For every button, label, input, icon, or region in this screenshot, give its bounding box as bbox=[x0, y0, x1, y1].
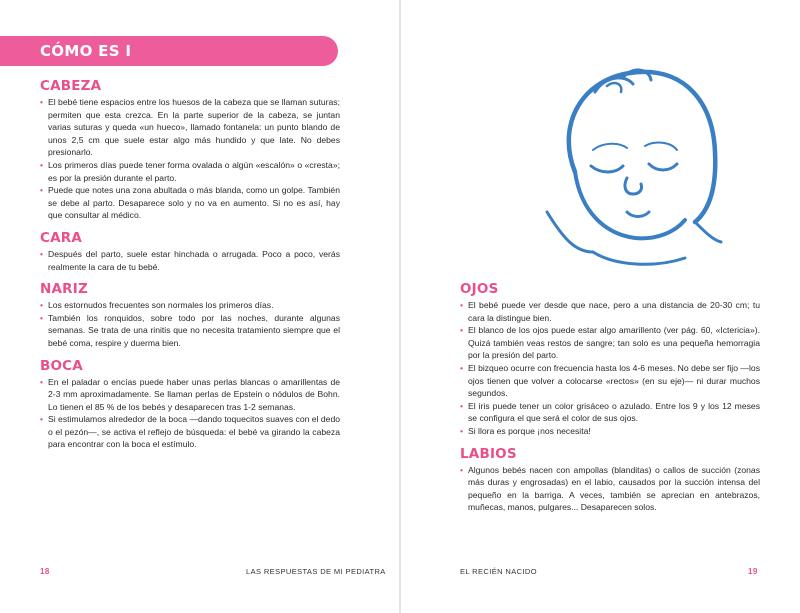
list-item-text: El bebé tiene espacios entre los huesos de la cabeza que se llaman suturas; permiten que esta crezca. En la parte superior de la cabeza, se juntan varias suturas y queda «un hueco», llamado fontanela: un punto blando de unos 2,5 cm que suele estar algo más hundido y que late. No debes presionarlo. bbox=[48, 97, 340, 158]
bullet-icon: • bbox=[460, 300, 464, 310]
list-item-text: Puede que notes una zona abultada o más blanda, como un golpe. También se debe al parto. Desaparece solo y no va en aumento. Si no es así, hay que consultar al médico. bbox=[48, 185, 340, 221]
section-list-labios bbox=[460, 464, 760, 514]
list-item bbox=[460, 299, 760, 324]
list-item bbox=[460, 464, 760, 514]
list-item bbox=[40, 312, 340, 350]
section-heading-labios: LABIOS bbox=[460, 445, 517, 462]
list-item bbox=[40, 248, 340, 273]
left-page-number: 18 bbox=[40, 567, 50, 576]
section-heading-boca: BOCA bbox=[40, 357, 83, 374]
left-page-content bbox=[40, 78, 340, 459]
bullet-icon: • bbox=[460, 464, 464, 475]
section-heading-ojos: OJOS bbox=[460, 281, 499, 297]
section-heading-cabeza: CABEZA bbox=[40, 78, 102, 94]
bullet-icon: • bbox=[40, 97, 44, 107]
chapter-title: CÓMO ES I bbox=[40, 42, 132, 60]
bullet-icon: • bbox=[460, 362, 464, 373]
list-item bbox=[460, 324, 760, 362]
section-list-cabeza bbox=[40, 96, 340, 222]
right-page-number: 19 bbox=[748, 567, 758, 576]
list-item bbox=[460, 400, 760, 425]
bullet-icon: • bbox=[40, 185, 44, 196]
right-running-title: EL RECIÉN NACIDO bbox=[460, 567, 537, 576]
list-item-text: Los primeros días puede tener forma ovalada o algún «escalón» o «cresta»; es por la presión durante el parto. bbox=[48, 159, 340, 183]
bullet-icon: • bbox=[460, 400, 464, 411]
list-item-text: El blanco de los ojos puede estar algo amarillento (ver pág. 60, «Ictericia»). Quizá también veas restos de sangre; tan solo es una pequeña hemorragia por la presión del parto. bbox=[468, 325, 760, 361]
bullet-icon: • bbox=[40, 248, 44, 259]
right-page-content bbox=[460, 281, 760, 522]
list-item bbox=[40, 96, 340, 159]
bullet-icon: • bbox=[40, 414, 44, 425]
list-item bbox=[40, 413, 340, 451]
list-item-text: Si estimulamos alrededor de la boca —dando toquecitos suaves con el dedo o el pezón—, se activa el reflejo de búsqueda: el bebé va girando la cabeza para encontrar con la boca el estímulo. bbox=[48, 414, 340, 450]
bullet-icon: • bbox=[40, 300, 44, 311]
left-running-title: LAS RESPUESTAS DE MI PEDIATRA bbox=[246, 567, 386, 576]
bullet-icon: • bbox=[40, 312, 44, 323]
list-item-text: En el paladar o encías puede haber unas perlas blancas o amarillentas de 2-3 mm aproximadamente. Se llaman perlas de Epstein o nódulos de Bohn. Lo tienen el 85 % de los bebés y desaparecen tras 1-2 semanas. bbox=[48, 376, 340, 412]
list-item-text: Después del parto, suele estar hinchada o arrugada. Poco a poco, verás realmente la cara de tu bebé. bbox=[48, 248, 340, 272]
bullet-icon: • bbox=[460, 325, 464, 336]
list-item bbox=[460, 362, 760, 400]
section-list-ojos bbox=[460, 299, 760, 438]
list-item bbox=[460, 425, 760, 438]
section-heading-cara: CARA bbox=[40, 229, 82, 246]
list-item-text: El bebé puede ver desde que nace, pero a una distancia de 20-30 cm; tu cara la distingue bien. bbox=[468, 300, 760, 323]
sleeping-baby-face-icon bbox=[535, 62, 725, 272]
section-list-boca bbox=[40, 376, 340, 452]
list-item-text: Si llora es porque ¡nos necesita! bbox=[468, 425, 591, 436]
section-list-cara bbox=[40, 248, 340, 273]
list-item-text: Algunos bebés nacen con ampollas (blanditas) o callos de succión (zonas más duras y engrosadas) en el labio, causados por la succión intensa del pequeño en la barriga. A veces, también se aprecian en antebrazos, muñecas, manos, pulgares... Desaparecen solos. bbox=[468, 464, 760, 513]
list-item bbox=[40, 159, 340, 184]
list-item-text: Los estornudos frecuentes son normales los primeros días. bbox=[48, 300, 274, 311]
page-gutter bbox=[399, 0, 401, 613]
list-item bbox=[40, 299, 340, 312]
bullet-icon: • bbox=[460, 425, 464, 436]
list-item-text: El bizqueo ocurre con frecuencia hasta los 4-6 meses. No debe ser fijo —los ojos tienen que volver a colocarse «rectos» (en su eje)— ni durar muchos segundos. bbox=[468, 362, 760, 399]
chapter-banner bbox=[0, 36, 338, 66]
bullet-icon: • bbox=[40, 376, 44, 387]
list-item-text: El iris puede tener un color grisáceo o azulado. Entre los 9 y los 12 meses se configura el que será el color de sus ojos. bbox=[468, 400, 760, 424]
section-heading-nariz: NARIZ bbox=[40, 281, 88, 298]
list-item-text: También los ronquidos, sobre todo por las noches, durante algunas semanas. Se trata de una rinitis que no necesita tratamiento siempre que el bebé coma, respire y duerma bien. bbox=[48, 312, 340, 348]
list-item bbox=[40, 376, 340, 414]
list-item bbox=[40, 184, 340, 222]
bullet-icon: • bbox=[40, 159, 44, 170]
section-list-nariz bbox=[40, 299, 340, 349]
